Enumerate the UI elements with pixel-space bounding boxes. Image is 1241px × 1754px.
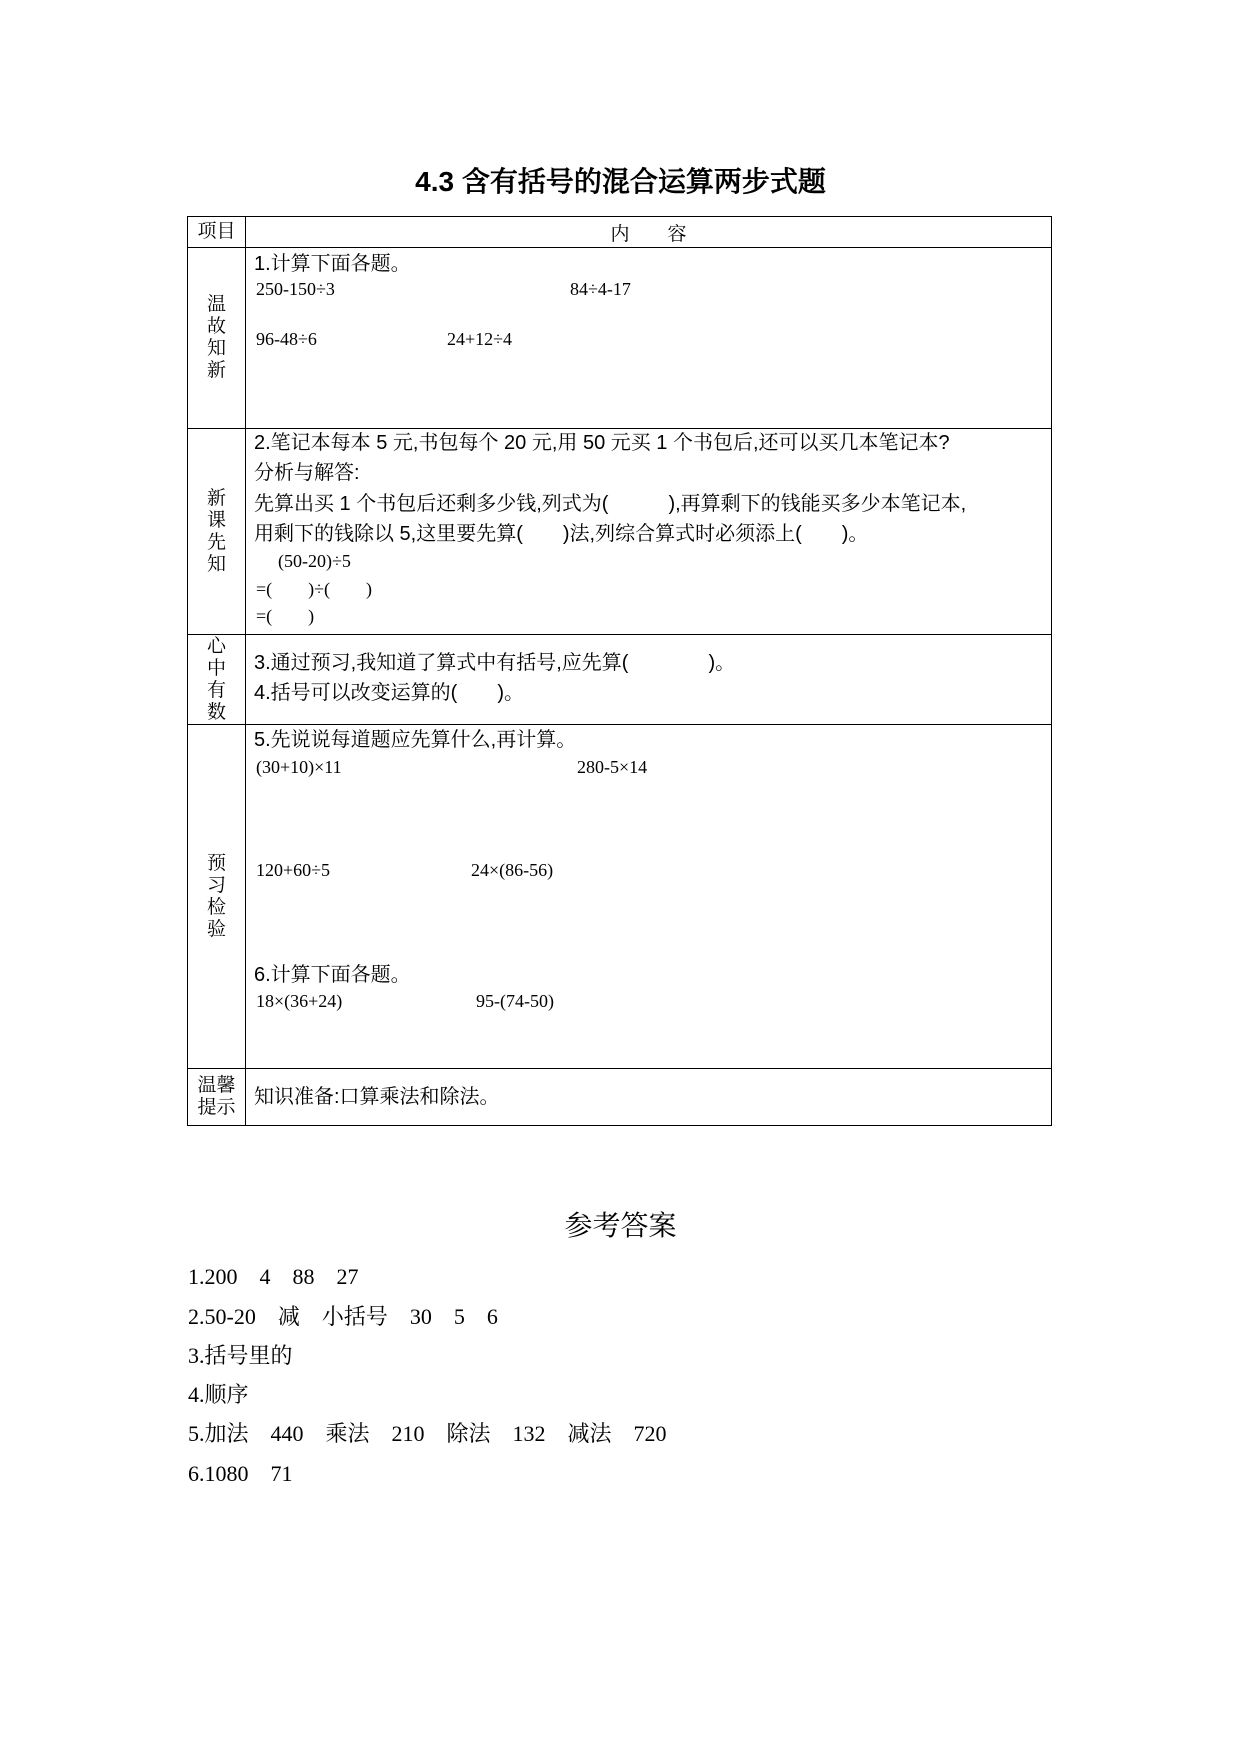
analysis-line: 用剩下的钱除以 5,这里要先算( )法,列综合算式时必须添上( )。 <box>254 523 869 545</box>
section-summary-content <box>246 635 1051 724</box>
question-3-text: 3.通过预习,我知道了算式中有括号,应先算( )。 <box>254 652 736 674</box>
section-preview-label: 新课先知 <box>206 487 226 575</box>
calculation-step: =( )÷( ) <box>256 579 373 599</box>
section-check-content <box>246 725 1051 1068</box>
section-review-label-cell <box>188 248 246 428</box>
answer-item: 4.顺序 <box>188 1382 249 1407</box>
page-title: 4.3 含有括号的混合运算两步式题 <box>415 166 826 197</box>
tip-text: 知识准备:口算乘法和除法。 <box>254 1086 500 1108</box>
section-tip-row <box>188 1068 1051 1125</box>
section-review-row <box>188 247 1051 428</box>
header-item-label: 项目 <box>197 221 236 242</box>
question-5-text: 5.先说说每道题应先算什么,再计算。 <box>254 729 577 751</box>
section-tip-label-cell <box>188 1069 246 1125</box>
calculation-step: (50-20)÷5 <box>278 551 351 571</box>
section-check-label-cell <box>188 725 246 1068</box>
answer-item: 2.50-20 减 小括号 30 5 6 <box>188 1304 498 1329</box>
expression: 120+60÷5 <box>256 860 331 880</box>
section-tip-content <box>246 1069 1051 1125</box>
analysis-line: 先算出买 1 个书包后还剩多少钱,列式为( ),再算剩下的钱能买多少本笔记本, <box>254 493 967 515</box>
section-preview-row <box>188 428 1051 634</box>
expression: 280-5×14 <box>577 757 648 777</box>
section-check-row <box>188 724 1051 1068</box>
expression: 95-(74-50) <box>476 991 554 1011</box>
expression: 24×(86-56) <box>471 860 554 880</box>
expression: 96-48÷6 <box>256 329 317 349</box>
expression: 18×(36+24) <box>256 991 343 1011</box>
calculation-step: =( ) <box>256 606 315 626</box>
section-review-label: 温故知新 <box>206 294 226 381</box>
analysis-heading: 分析与解答: <box>254 462 360 484</box>
question-6-text: 6.计算下面各题。 <box>254 964 411 986</box>
section-review-content <box>246 248 1051 428</box>
answer-item: 1.200 4 88 27 <box>188 1264 359 1289</box>
question-1-text: 1.计算下面各题。 <box>254 253 411 275</box>
answer-item: 6.1080 71 <box>188 1461 293 1486</box>
expression: (30+10)×11 <box>256 757 342 777</box>
section-summary-row <box>188 634 1051 724</box>
expression: 250-150÷3 <box>256 279 335 299</box>
question-2-text: 2.笔记本每本 5 元,书包每个 20 元,用 50 元买 1 个书包后,还可以买几本笔记本? <box>254 432 950 454</box>
section-preview-content <box>246 429 1051 634</box>
header-content-cell <box>246 217 1051 247</box>
header-content-label: 内 容 <box>610 223 687 245</box>
question-4-text: 4.括号可以改变运算的( )。 <box>254 682 524 704</box>
expression: 24+12÷4 <box>447 329 513 349</box>
expression: 84÷4-17 <box>570 279 631 299</box>
section-summary-label-cell <box>188 635 246 724</box>
worksheet-table <box>187 216 1052 1126</box>
answer-item: 3.括号里的 <box>188 1343 293 1368</box>
header-item-cell <box>188 217 246 247</box>
answers-title: 参考答案 <box>564 1210 677 1241</box>
section-tip-label: 温馨提示 <box>197 1075 236 1118</box>
section-preview-label-cell <box>188 429 246 634</box>
answer-item: 5.加法 440 乘法 210 除法 132 减法 720 <box>188 1421 667 1446</box>
table-header-row <box>188 217 1051 247</box>
section-summary-label: 心中有数 <box>206 635 226 723</box>
section-check-label: 预习检验 <box>206 852 226 940</box>
